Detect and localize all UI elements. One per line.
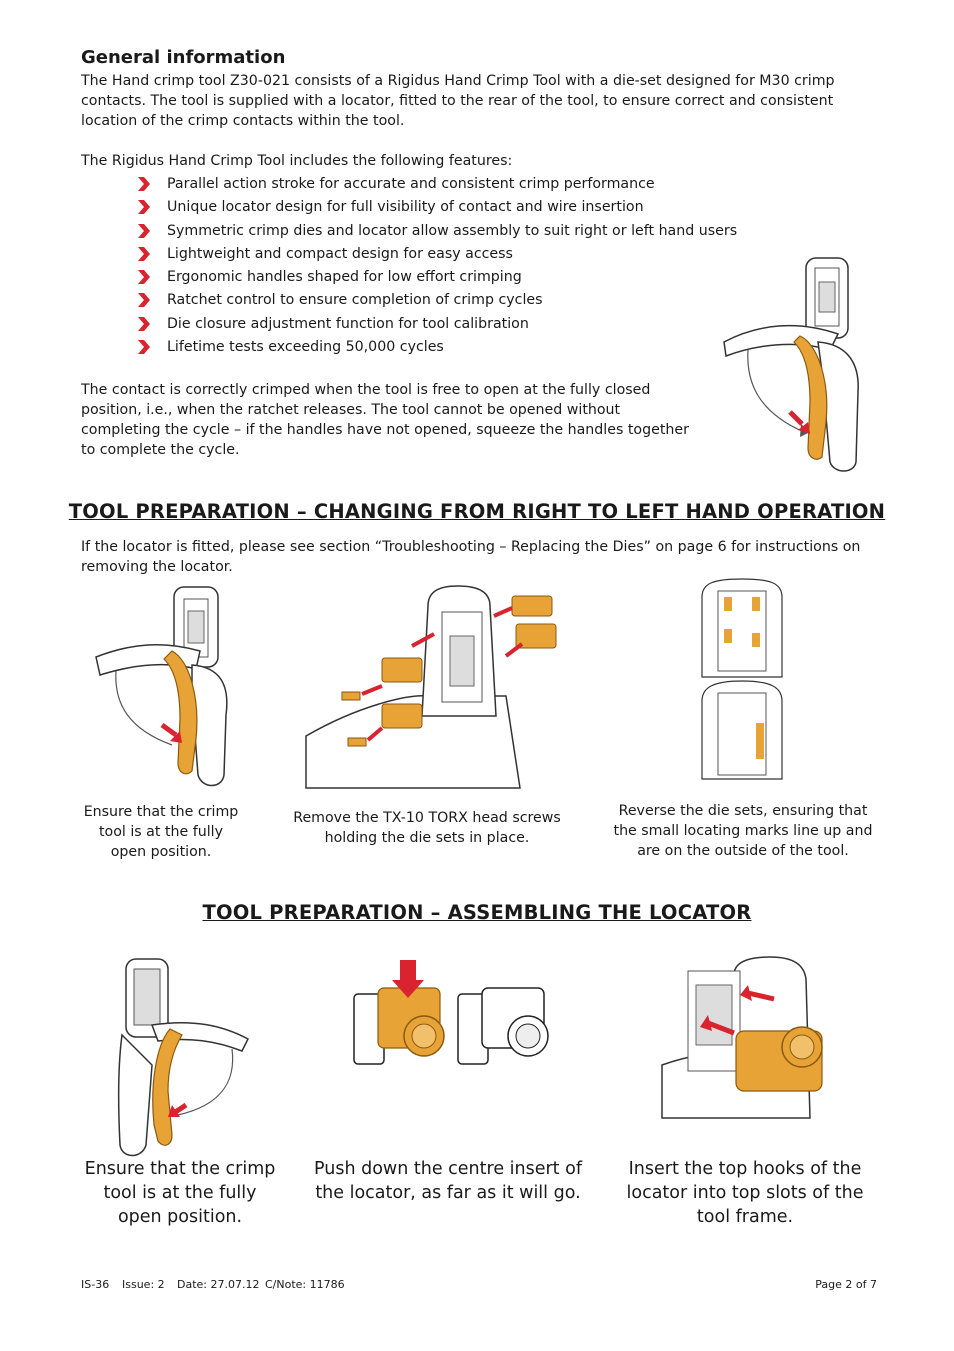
crimp-tool-closed-illustration	[718, 252, 868, 474]
general-info-intro: The Hand crimp tool Z30-021 consists of a Rigidus Hand Crimp Tool with a die-set designed for M30 crimp contacts. The tool is supplied with a locator, fitted to the rear of the tool, to ensure correct and consistent location of the crimp contacts within the tool.	[81, 73, 835, 129]
bullet-icon	[137, 269, 151, 285]
bullet-icon	[137, 176, 151, 192]
remove-screws-illustration	[298, 576, 560, 790]
caption-lh-1: Ensure that the crimp tool is at the fully open position.	[83, 804, 239, 860]
caption-locator-3: Insert the top hooks of the locator into top slots of the tool frame.	[626, 1159, 864, 1227]
list-item: Unique locator design for full visibility of contact and wire insertion	[137, 197, 737, 220]
bullet-icon	[137, 199, 151, 215]
section-hand-operation-intro: If the locator is fitted, please see section “Troubleshooting – Replacing the Dies” on page 6 for instructions on removing the locator.	[81, 539, 861, 575]
footer-date: Date: 27.07.12	[177, 1278, 260, 1291]
list-item: Parallel action stroke for accurate and consistent crimp performance	[137, 174, 737, 197]
locator-insert-illustration	[348, 954, 553, 1074]
insert-locator-illustration	[660, 955, 838, 1120]
footer-issue: Issue: 2	[122, 1278, 165, 1291]
list-item: Die closure adjustment function for tool calibration	[137, 314, 737, 337]
caption-locator-2: Push down the centre insert of the locator, as far as it will go.	[314, 1159, 582, 1203]
list-item: Ergonomic handles shaped for low effort crimping	[137, 267, 737, 290]
list-item: Lightweight and compact design for easy access	[137, 244, 737, 267]
caption-lh-2: Remove the TX-10 TORX head screws holding the die sets in place.	[293, 810, 561, 846]
crimp-tool-open-illustration	[92, 585, 242, 790]
list-item: Ratchet control to ensure completion of crimp cycles	[137, 290, 737, 313]
caption-lh-3: Reverse the die sets, ensuring that the small locating marks line up and are on the outside of the tool.	[613, 803, 873, 859]
section-heading-locator: TOOL PREPARATION – ASSEMBLING THE LOCATOR	[202, 901, 752, 924]
caption-locator-1: Ensure that the crimp tool is at the fully open position.	[84, 1159, 276, 1227]
section-heading-hand-operation: TOOL PREPARATION – CHANGING FROM RIGHT TO LEFT HAND OPERATION	[68, 500, 886, 523]
list-item: Symmetric crimp dies and locator allow assembly to suit right or left hand users	[137, 221, 737, 244]
bullet-icon	[137, 316, 151, 332]
footer-doc-number: IS-36	[81, 1278, 110, 1291]
reverse-die-sets-illustration	[698, 577, 788, 781]
crimp-tool-open-illustration-2	[112, 955, 252, 1160]
footer-page-number: Page 2 of 7	[815, 1278, 877, 1291]
bullet-icon	[137, 223, 151, 239]
footer-change-note: C/Note: 11786	[265, 1278, 345, 1291]
feature-list	[137, 174, 737, 360]
crimp-note: The contact is correctly crimped when the tool is free to open at the fully closed position, i.e., when the ratchet releases. The tool cannot be opened without completing the cycle – if the handles have not opened, squeeze the handles together to complete the cycle.	[81, 382, 689, 458]
list-item: Lifetime tests exceeding 50,000 cycles	[137, 337, 737, 360]
bullet-icon	[137, 246, 151, 262]
bullet-icon	[137, 339, 151, 355]
general-info-heading: General information	[81, 47, 286, 68]
features-intro: The Rigidus Hand Crimp Tool includes the following features:	[81, 153, 513, 169]
bullet-icon	[137, 292, 151, 308]
